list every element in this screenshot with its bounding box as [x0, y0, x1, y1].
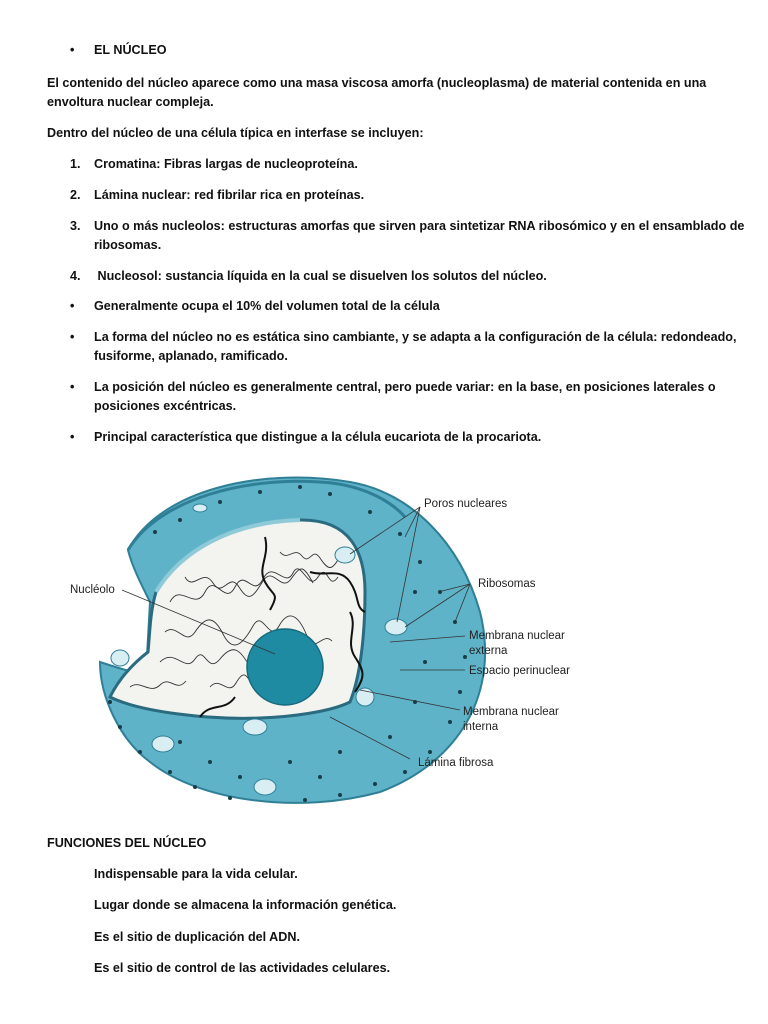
intro-line-1: El contenido del núcleo aparece como una masa viscosa amorfa (nucleoplasma) de material contenida en una — [47, 76, 707, 90]
label-espacio-perinuclear: Espacio perinuclear — [469, 665, 571, 677]
numbered-marker-2: 2. — [70, 188, 81, 202]
label-lamina-fibrosa: Lámina fibrosa — [418, 757, 494, 769]
page-title: EL NÚCLEO — [94, 43, 167, 57]
funciones-item-2: Lugar donde se almacena la información genética. — [94, 898, 397, 912]
numbered-item-4: Nucleosol: sustancia líquida en la cual se disuelven los solutos del núcleo. — [94, 269, 547, 283]
intro-line-2: envoltura nuclear compleja. — [47, 95, 214, 109]
bullet-marker-1: • — [70, 299, 75, 313]
bullet-item-3-line-2: posiciones excéntricas. — [94, 399, 237, 413]
bullet-item-3-line-1: La posición del núcleo es generalmente central, pero puede variar: en la base, en posiciones laterales o — [94, 380, 716, 394]
numbered-marker-1: 1. — [70, 157, 81, 171]
bullet-item-4: Principal característica que distingue a la célula eucariota de la procariota. — [94, 430, 542, 444]
label-membrana-externa-2: externa — [469, 645, 508, 657]
lead-text: Dentro del núcleo de una célula típica en interfase se incluyen: — [47, 126, 424, 140]
bullet-item-1: Generalmente ocupa el 10% del volumen total de la célula — [94, 299, 440, 313]
bullet-item-2-line-2: fusiforme, aplanado, ramificado. — [94, 349, 288, 363]
funciones-item-4: Es el sitio de control de las actividades celulares. — [94, 961, 391, 975]
numbered-item-2: Lámina nuclear: red fibrilar rica en proteínas. — [94, 188, 365, 202]
bullet-item-2-line-1: La forma del núcleo no es estática sino cambiante, y se adapta a la configuración de la célula: redondeado, — [94, 330, 737, 344]
label-membrana-interna-1: Membrana nuclear — [463, 706, 559, 718]
label-poros-nucleares: Poros nucleares — [424, 498, 508, 510]
nucleolus — [247, 629, 323, 705]
numbered-item-3-line-2: ribosomas. — [94, 238, 162, 252]
label-nucleolo: Nucléolo — [70, 584, 115, 596]
nucleus-diagram — [60, 462, 600, 812]
label-membrana-externa-1: Membrana nuclear — [469, 630, 565, 642]
funciones-item-1: Indispensable para la vida celular. — [94, 867, 298, 881]
label-membrana-interna-2: interna — [463, 721, 499, 733]
funciones-title: FUNCIONES DEL NÚCLEO — [47, 836, 207, 850]
numbered-marker-4: 4. — [70, 269, 81, 283]
numbered-item-3-line-1: Uno o más nucleolos: estructuras amorfas que sirven para sintetizar RNA ribosómico y en el ensamblado de — [94, 219, 745, 233]
heading-bullet: • — [70, 43, 75, 57]
bullet-marker-2: • — [70, 330, 75, 344]
numbered-item-1: Cromatina: Fibras largas de nucleoproteína. — [94, 157, 358, 171]
numbered-marker-3: 3. — [70, 219, 81, 233]
funciones-item-3: Es el sitio de duplicación del ADN. — [94, 930, 300, 944]
bullet-marker-3: • — [70, 380, 75, 394]
bullet-marker-4: • — [70, 430, 75, 444]
label-ribosomas: Ribosomas — [478, 578, 536, 590]
